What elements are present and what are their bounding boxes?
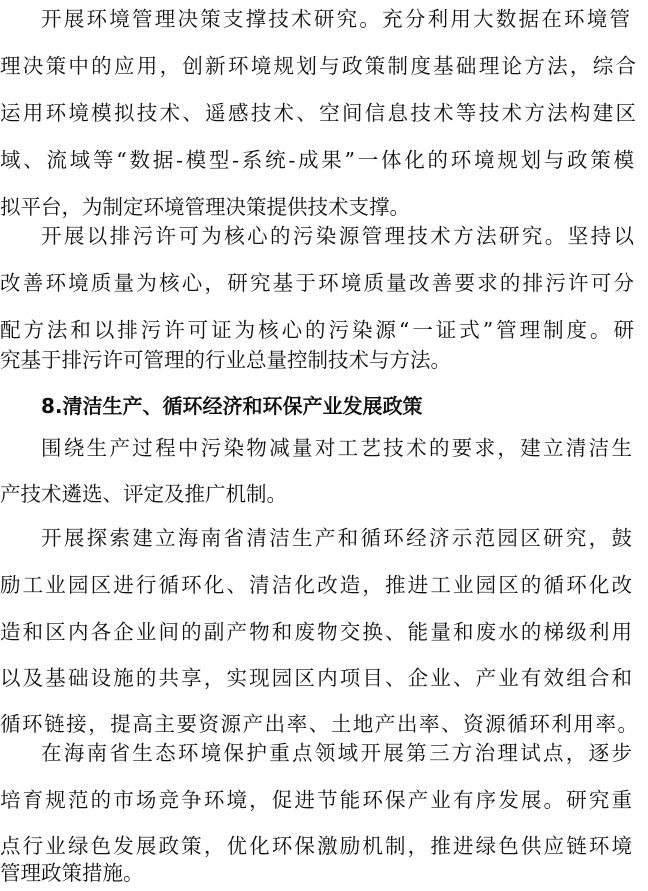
section-heading: 8.清洁生产、循环经济和环保产业发展政策 [41,394,423,418]
paragraph-line: 拟平台，为制定环境管理决策提供技术支撑。 [0,195,410,219]
paragraph-line: 励工业园区进行循环化、清洁化改造，推进工业园区的循环化改 [0,573,632,597]
paragraph-line: 理决策中的应用，创新环境规划与政策制度基础理论方法，综合 [0,54,636,78]
paragraph-line: 究基于排污许可管理的行业总量控制技术与方法。 [0,348,451,372]
paragraph-line: 培育规范的市场竞争环境，促进节能环保产业有序发展。研究重 [0,788,632,812]
paragraph-line: 配方法和以排污许可证为核心的污染源“一证式”管理制度。研 [0,318,634,342]
paragraph-line: 域、流域等“数据-模型-系统-成果”一体化的环境规划与政策模 [0,148,634,172]
paragraph-line: 以及基础设施的共享，实现园区内项目、企业、产业有效组合和 [0,666,632,690]
paragraph-line: 造和区内各企业间的副产物和废物交换、能量和废水的梯级利用 [0,620,632,644]
paragraph-line: 开展探索建立海南省清洁生产和循环经济示范园区研究，鼓 [41,526,632,550]
paragraph-line: 点行业绿色发展政策，优化环保激励机制，推进绿色供应链环境 [0,834,632,858]
paragraph-line: 产技术遴选、评定及推广机制。 [0,482,287,506]
paragraph-line: 在海南省生态环境保护重点领域开展第三方治理试点，逐步 [41,741,632,765]
paragraph-line: 开展环境管理决策支撑技术研究。充分利用大数据在环境管 [41,7,630,31]
paragraph-line: 开展以排污许可为核心的污染源管理技术方法研究。坚持以 [41,224,634,248]
paragraph-line: 运用环境模拟技术、遥感技术、空间信息技术等技术方法构建区 [0,101,636,125]
paragraph-line: 围绕生产过程中污染物减量对工艺技术的要求，建立清洁生 [41,436,632,460]
paragraph-line: 循环链接，提高主要资源产出率、土地产出率、资源循环利用率。 [0,712,638,736]
paragraph-line: 改善环境质量为核心，研究基于环境质量改善要求的排污许可分 [0,271,634,295]
paragraph-line: 管理政策措施。 [0,861,144,885]
